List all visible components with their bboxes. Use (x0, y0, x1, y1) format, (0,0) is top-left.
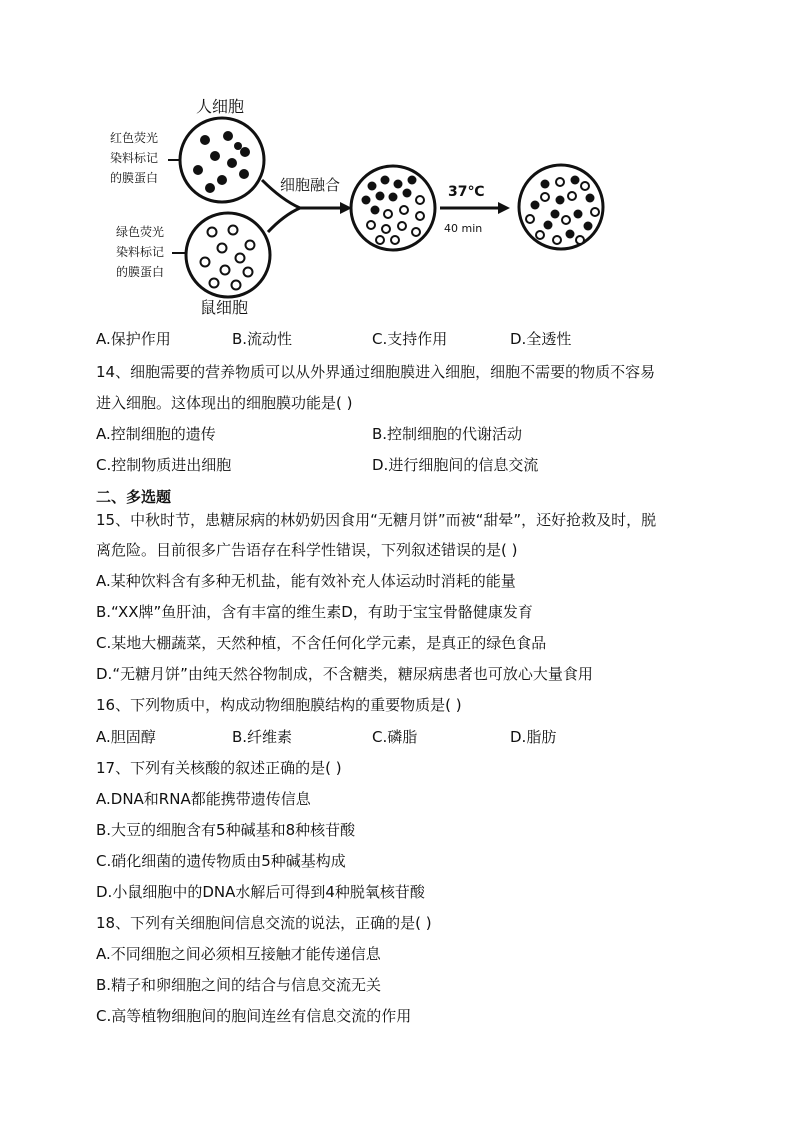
mouse-cell-label: 鼠细胞 (200, 298, 249, 317)
q15-option-a: A.某种饮料含有多种无机盐，能有效补充人体运动时消耗的能量 (96, 572, 516, 590)
red-proteins (193, 131, 250, 193)
q13-option-c: C.支持作用 (372, 330, 448, 348)
human-cell-label: 人细胞 (196, 97, 245, 116)
q13-option-b: B.流动性 (232, 330, 293, 348)
human-cell (180, 118, 264, 202)
cell-fusion-figure (0, 0, 794, 330)
q14-option-d: D.进行细胞间的信息交流 (372, 456, 539, 474)
q18-option-b: B.精子和卵细胞之间的结合与信息交流无关 (96, 976, 382, 994)
q15-option-c: C.某地大棚蔬菜，天然种植，不含任何化学元素，是真正的绿色食品 (96, 634, 547, 652)
q16-stem: 16、下列物质中，构成动物细胞膜结构的重要物质是( ) (96, 696, 462, 714)
mouse-cell (186, 213, 270, 297)
q17-option-b: B.大豆的细胞含有5种碱基和8种核苷酸 (96, 821, 356, 839)
q17-option-d: D.小鼠细胞中的DNA水解后可得到4种脱氧核苷酸 (96, 883, 425, 901)
q13-option-a: A.保护作用 (96, 330, 171, 348)
temperature-label: 37℃ (448, 184, 485, 200)
q14-stem-line1: 14、细胞需要的营养物质可以从外界通过细胞膜进入细胞，细胞不需要的物质不容易 (96, 363, 656, 381)
q14-option-c: C.控制物质进出细胞 (96, 456, 232, 474)
q13-option-d: D.全透性 (510, 330, 572, 348)
red-protein-label: 红色荧光 染料标记 的膜蛋白 (110, 131, 159, 185)
q15-stem-line2: 离危险。目前很多广告语存在科学性错误，下列叙述错误的是( ) (96, 541, 518, 559)
q15-option-b: B.“XX牌”鱼肝油，含有丰富的维生素D，有助于宝宝骨骼健康发育 (96, 603, 533, 621)
section-title: 二、多选题 (96, 488, 172, 506)
q15-stem-line1: 15、中秋时节，患糖尿病的林奶奶因食用“无糖月饼”而被“甜晕”，还好抢救及时，脱 (96, 511, 657, 529)
q14-option-b: B.控制细胞的代谢活动 (372, 425, 523, 443)
q16-option-a: A.胆固醇 (96, 728, 156, 746)
q16-option-d: D.脂肪 (510, 728, 557, 746)
q15-option-d: D.“无糖月饼”由纯天然谷物制成，不含糖类，糖尿病患者也可放心大量食用 (96, 665, 593, 683)
green-protein-label: 绿色荧光 染料标记 的膜蛋白 (116, 225, 165, 279)
q14-stem-line2: 进入细胞。这体现出的细胞膜功能是( ) (96, 394, 353, 412)
q17-option-c: C.硝化细菌的遗传物质由5种碱基构成 (96, 852, 346, 870)
q18-option-c: C.高等植物细胞间的胞间连丝有信息交流的作用 (96, 1007, 412, 1025)
fusion-label: 细胞融合 (280, 176, 341, 194)
q16-option-b: B.纤维素 (232, 728, 293, 746)
green-proteins (201, 226, 255, 290)
q16-option-c: C.磷脂 (372, 728, 418, 746)
fused-green-proteins (367, 196, 424, 244)
time-label: 40 min (444, 222, 483, 235)
q18-stem: 18、下列有关细胞间信息交流的说法，正确的是( ) (96, 914, 432, 932)
mixed-green-proteins (526, 178, 599, 244)
q17-option-a: A.DNA和RNA都能携带遗传信息 (96, 790, 311, 808)
q14-option-a: A.控制细胞的遗传 (96, 425, 216, 443)
q18-option-a: A.不同细胞之间必须相互接触才能传递信息 (96, 945, 381, 963)
q17-stem: 17、下列有关核酸的叙述正确的是( ) (96, 759, 342, 777)
